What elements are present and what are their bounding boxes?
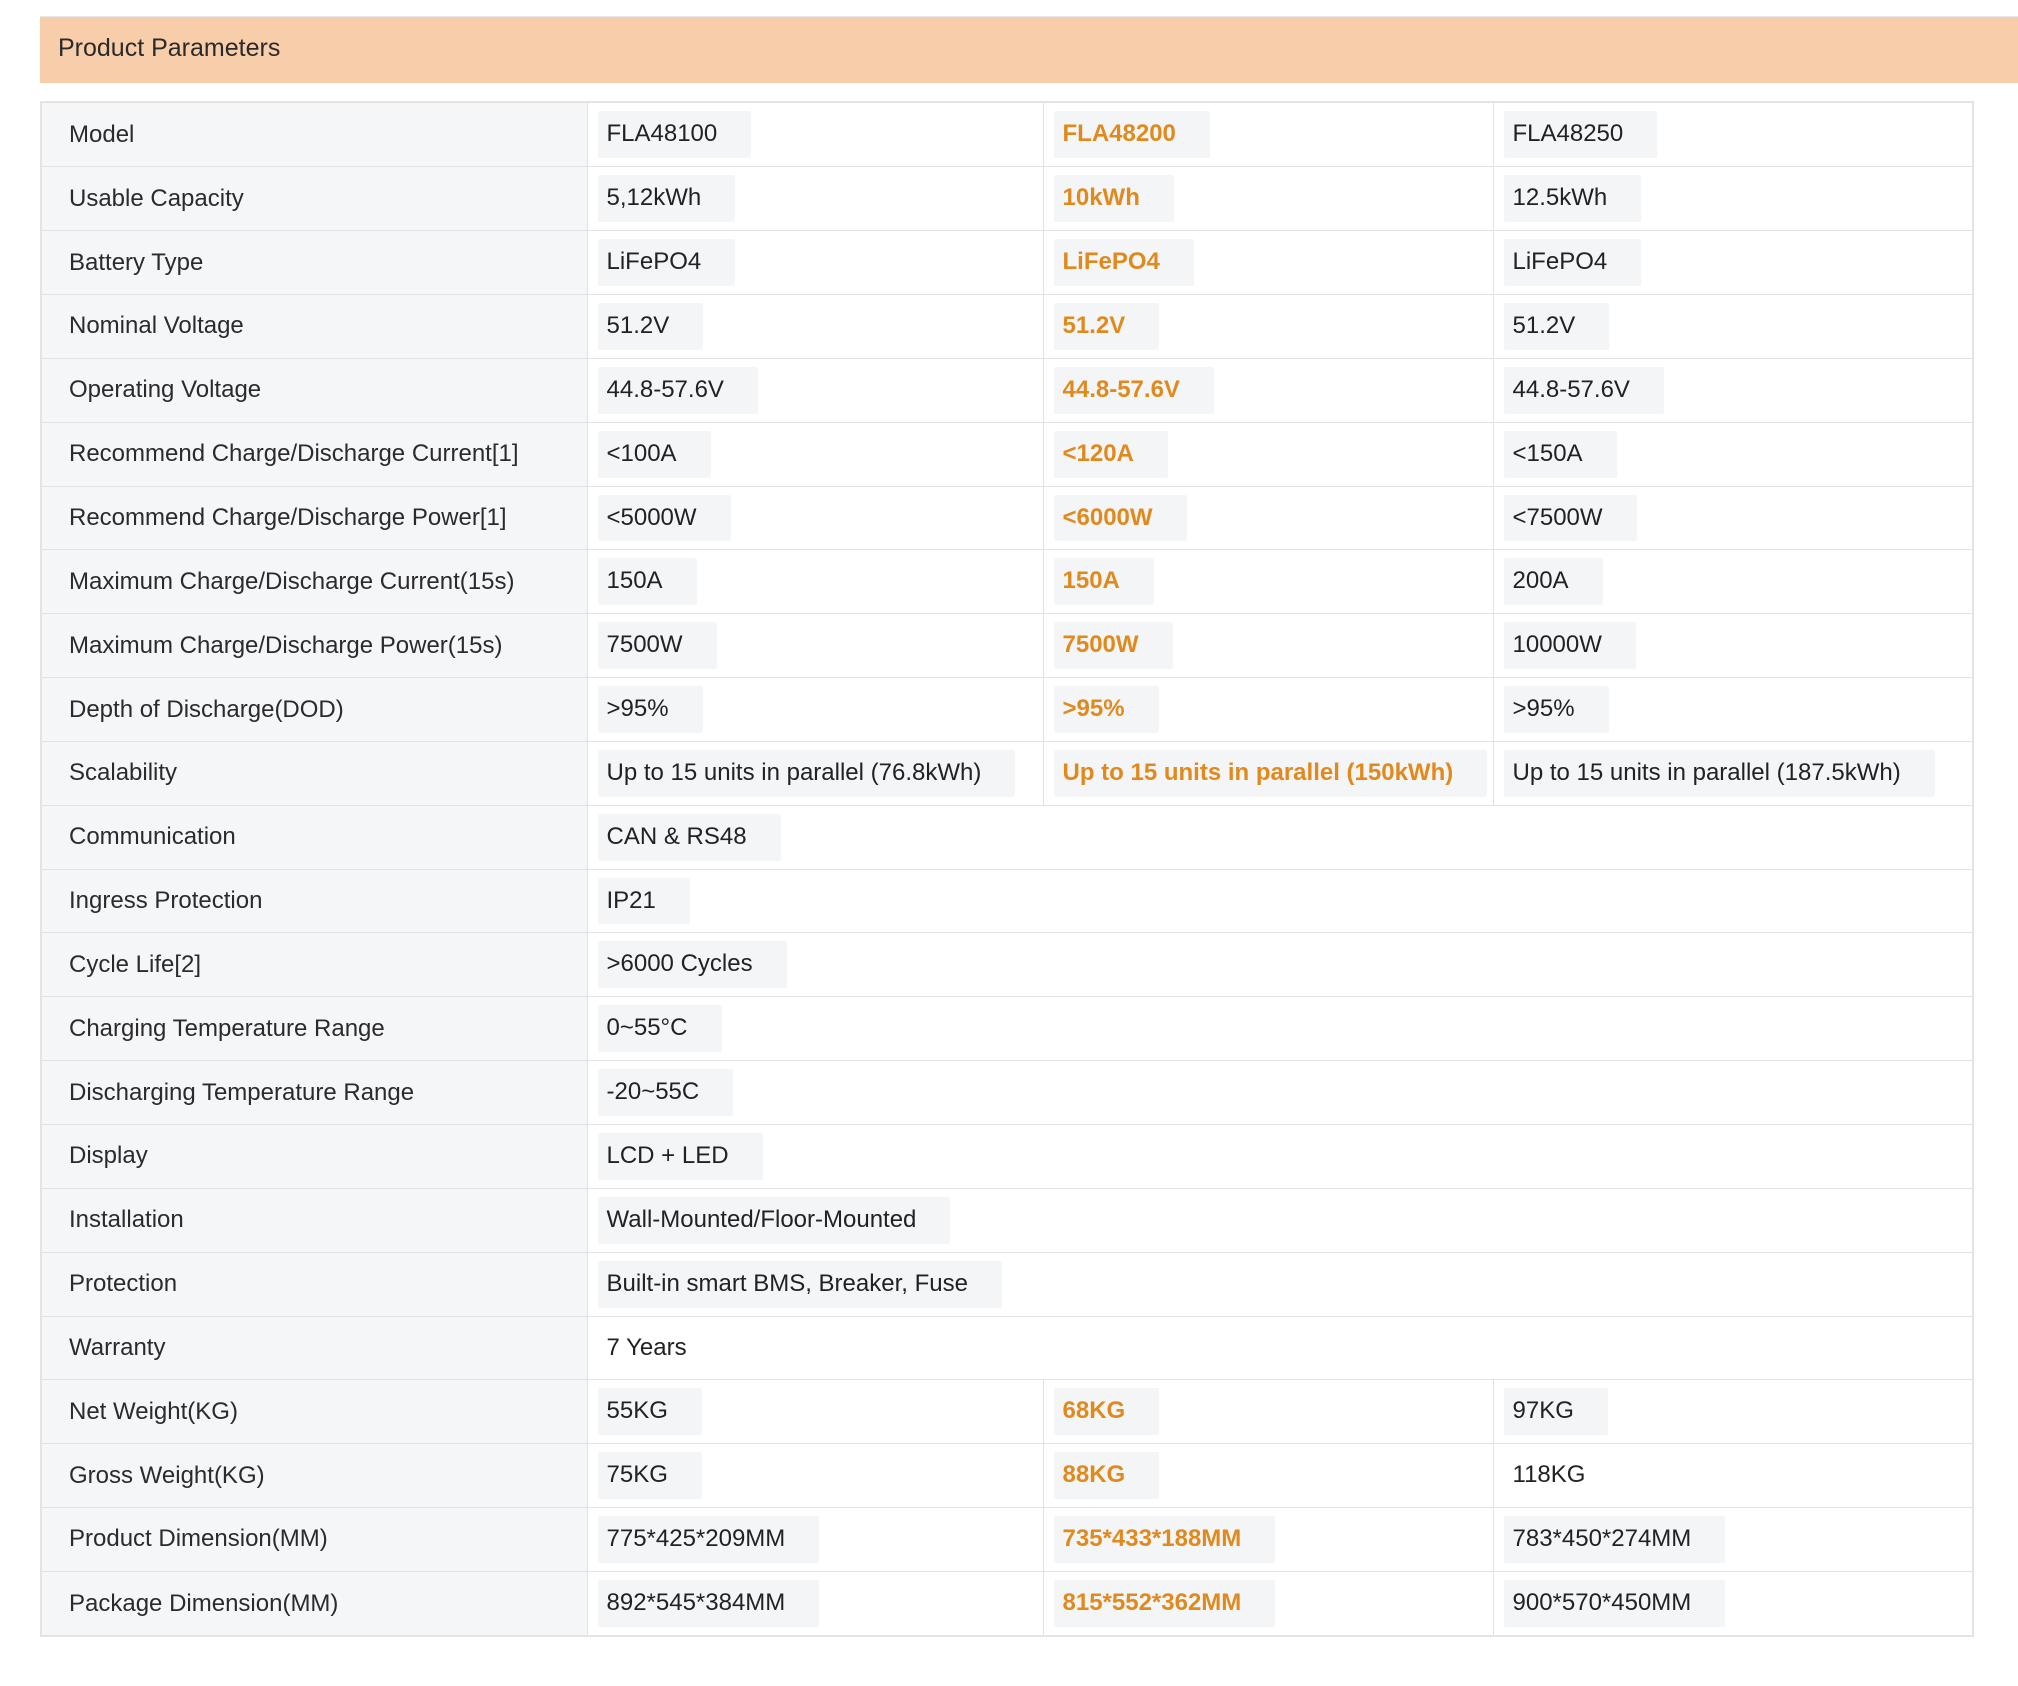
- cell: [587, 167, 1043, 231]
- table-row: [42, 1444, 1972, 1508]
- cell-merged: [587, 1061, 1972, 1125]
- table-row: [42, 1188, 1972, 1252]
- cell: [1493, 741, 1972, 805]
- section-header: [40, 16, 2018, 83]
- cell: [1493, 550, 1972, 614]
- cell-value: 783*450*274MM: [1504, 1516, 1726, 1563]
- cell: [587, 422, 1043, 486]
- cell: [1043, 1380, 1493, 1444]
- product-parameters-table: [40, 101, 1974, 1637]
- cell-value: -20~55C: [598, 1069, 734, 1116]
- table-row: [42, 1380, 1972, 1444]
- cell-merged: [587, 933, 1972, 997]
- row-label: Warranty: [42, 1316, 587, 1380]
- cell-value: 10kWh: [1054, 175, 1174, 222]
- cell-value: IP21: [598, 878, 690, 925]
- cell-value: >95%: [1504, 686, 1609, 733]
- row-label: Discharging Temperature Range: [42, 1061, 587, 1125]
- section-title: Product Parameters: [58, 34, 281, 62]
- cell: [1493, 1380, 1972, 1444]
- cell-value: <100A: [598, 431, 711, 478]
- cell-merged: [587, 1125, 1972, 1189]
- cell-value: <7500W: [1504, 495, 1637, 542]
- cell-value: 900*570*450MM: [1504, 1580, 1726, 1627]
- cell: [587, 231, 1043, 295]
- table-row: [42, 1316, 1972, 1380]
- cell: [1493, 1571, 1972, 1635]
- cell: [587, 550, 1043, 614]
- cell: [1043, 741, 1493, 805]
- cell-value: <150A: [1504, 431, 1617, 478]
- cell-value: LCD + LED: [598, 1133, 763, 1180]
- cell-value: FLA48100: [598, 111, 752, 158]
- cell: [1043, 550, 1493, 614]
- table-row: [42, 486, 1972, 550]
- cell: [587, 741, 1043, 805]
- table-row: [42, 167, 1972, 231]
- cell: [1043, 486, 1493, 550]
- table-row: [42, 1571, 1972, 1635]
- table-row: [42, 1252, 1972, 1316]
- cell: [1043, 231, 1493, 295]
- cell: [587, 1444, 1043, 1508]
- cell-value: >95%: [1054, 686, 1159, 733]
- cell: [1043, 614, 1493, 678]
- row-label: Cycle Life[2]: [42, 933, 587, 997]
- cell-value: LiFePO4: [598, 239, 736, 286]
- cell-value: 51.2V: [1504, 303, 1610, 350]
- cell: [587, 614, 1043, 678]
- cell-value: 44.8-57.6V: [598, 367, 758, 414]
- table-row: [42, 1508, 1972, 1572]
- row-label: Nominal Voltage: [42, 295, 587, 359]
- cell-value: FLA48250: [1504, 111, 1658, 158]
- cell-value: <6000W: [1054, 495, 1187, 542]
- cell: [1043, 678, 1493, 742]
- row-label: Recommend Charge/Discharge Power[1]: [42, 486, 587, 550]
- cell: [1493, 614, 1972, 678]
- cell-value: 7500W: [598, 622, 717, 669]
- cell: [1493, 1508, 1972, 1572]
- cell-value: 7500W: [1054, 622, 1173, 669]
- cell-value: 44.8-57.6V: [1054, 367, 1214, 414]
- cell-value: LiFePO4: [1054, 239, 1194, 286]
- cell-value: 200A: [1504, 558, 1603, 605]
- row-label: Gross Weight(KG): [42, 1444, 587, 1508]
- table-row: [42, 231, 1972, 295]
- cell-value: <120A: [1054, 431, 1168, 478]
- row-label: Protection: [42, 1252, 587, 1316]
- row-label: Maximum Charge/Discharge Power(15s): [42, 614, 587, 678]
- row-label: Package Dimension(MM): [42, 1571, 587, 1635]
- cell: [1043, 167, 1493, 231]
- cell-value: Wall-Mounted/Floor-Mounted: [598, 1197, 951, 1244]
- cell-value: 150A: [598, 558, 697, 605]
- table-row: [42, 1125, 1972, 1189]
- table-row: [42, 358, 1972, 422]
- cell-value: 10000W: [1504, 622, 1636, 669]
- row-label: Recommend Charge/Discharge Current[1]: [42, 422, 587, 486]
- cell: [1493, 295, 1972, 359]
- cell: [1493, 358, 1972, 422]
- cell-value: 815*552*362MM: [1054, 1580, 1276, 1627]
- cell: [1043, 1444, 1493, 1508]
- row-label: Scalability: [42, 741, 587, 805]
- cell: [587, 678, 1043, 742]
- cell-value: 97KG: [1504, 1388, 1608, 1435]
- cell-value: Up to 15 units in parallel (76.8kWh): [598, 750, 1016, 797]
- cell-merged: [587, 805, 1972, 869]
- cell: [1043, 1571, 1493, 1635]
- cell-value: Up to 15 units in parallel (187.5kWh): [1504, 750, 1935, 797]
- cell: [587, 1508, 1043, 1572]
- table-row: [42, 869, 1972, 933]
- cell-value: 0~55°C: [598, 1005, 722, 1052]
- table-row: [42, 1061, 1972, 1125]
- cell-value: 118KG: [1512, 1461, 1586, 1489]
- cell-model-1: [587, 103, 1043, 167]
- cell: [1493, 1444, 1972, 1508]
- cell: [1493, 678, 1972, 742]
- table-row: [42, 550, 1972, 614]
- row-label: Model: [42, 103, 587, 167]
- cell: [1043, 422, 1493, 486]
- cell-value: >6000 Cycles: [598, 941, 787, 988]
- cell-value: 51.2V: [598, 303, 704, 350]
- cell: [587, 295, 1043, 359]
- cell-value: 150A: [1054, 558, 1154, 605]
- cell: [1493, 231, 1972, 295]
- cell: [1043, 295, 1493, 359]
- cell-value: 44.8-57.6V: [1504, 367, 1664, 414]
- cell-value: 735*433*188MM: [1054, 1516, 1276, 1563]
- cell-value: >95%: [598, 686, 703, 733]
- row-label: Product Dimension(MM): [42, 1508, 587, 1572]
- row-label: Ingress Protection: [42, 869, 587, 933]
- cell-merged: [587, 869, 1972, 933]
- cell-value: 88KG: [1054, 1452, 1160, 1499]
- table-body: [42, 103, 1972, 1635]
- row-label: Depth of Discharge(DOD): [42, 678, 587, 742]
- cell: [587, 1380, 1043, 1444]
- cell: [1493, 167, 1972, 231]
- table-row: [42, 295, 1972, 359]
- cell-value: 68KG: [1054, 1388, 1160, 1435]
- cell: [1043, 1508, 1493, 1572]
- row-label: Battery Type: [42, 231, 587, 295]
- cell-merged: [587, 1316, 1972, 1380]
- table-row: [42, 103, 1972, 167]
- cell: [1043, 358, 1493, 422]
- cell: [1493, 422, 1972, 486]
- cell: [587, 1571, 1043, 1635]
- cell-value: 12.5kWh: [1504, 175, 1642, 222]
- cell-value: 55KG: [598, 1388, 702, 1435]
- row-label: Charging Temperature Range: [42, 997, 587, 1061]
- cell-value: 892*545*384MM: [598, 1580, 820, 1627]
- row-label: Maximum Charge/Discharge Current(15s): [42, 550, 587, 614]
- cell-value: 51.2V: [1054, 303, 1160, 350]
- table-row: [42, 678, 1972, 742]
- row-label: Communication: [42, 805, 587, 869]
- cell-model-3: [1493, 103, 1972, 167]
- cell-merged: [587, 1188, 1972, 1252]
- row-label: Usable Capacity: [42, 167, 587, 231]
- cell-value: 775*425*209MM: [598, 1516, 820, 1563]
- cell: [1493, 486, 1972, 550]
- cell-model-2: [1043, 103, 1493, 167]
- row-label: Installation: [42, 1188, 587, 1252]
- table-row: [42, 422, 1972, 486]
- cell-value: 75KG: [598, 1452, 702, 1499]
- table-row: [42, 933, 1972, 997]
- cell-merged: [587, 1252, 1972, 1316]
- row-label: Operating Voltage: [42, 358, 587, 422]
- table-row: [42, 997, 1972, 1061]
- table-row: [42, 805, 1972, 869]
- cell-value: Built-in smart BMS, Breaker, Fuse: [598, 1261, 1002, 1308]
- cell-value: LiFePO4: [1504, 239, 1642, 286]
- cell: [587, 358, 1043, 422]
- cell-merged: [587, 997, 1972, 1061]
- cell: [587, 486, 1043, 550]
- cell-value: <5000W: [598, 495, 731, 542]
- cell-value: 5,12kWh: [598, 175, 736, 222]
- cell-value: CAN & RS48: [598, 814, 781, 861]
- row-label: Display: [42, 1125, 587, 1189]
- cell-value: FLA48200: [1054, 111, 1210, 158]
- table-row: [42, 741, 1972, 805]
- cell-value: Up to 15 units in parallel (150kWh): [1054, 750, 1488, 797]
- table-row: [42, 614, 1972, 678]
- cell-value: 7 Years: [606, 1333, 687, 1361]
- row-label: Net Weight(KG): [42, 1380, 587, 1444]
